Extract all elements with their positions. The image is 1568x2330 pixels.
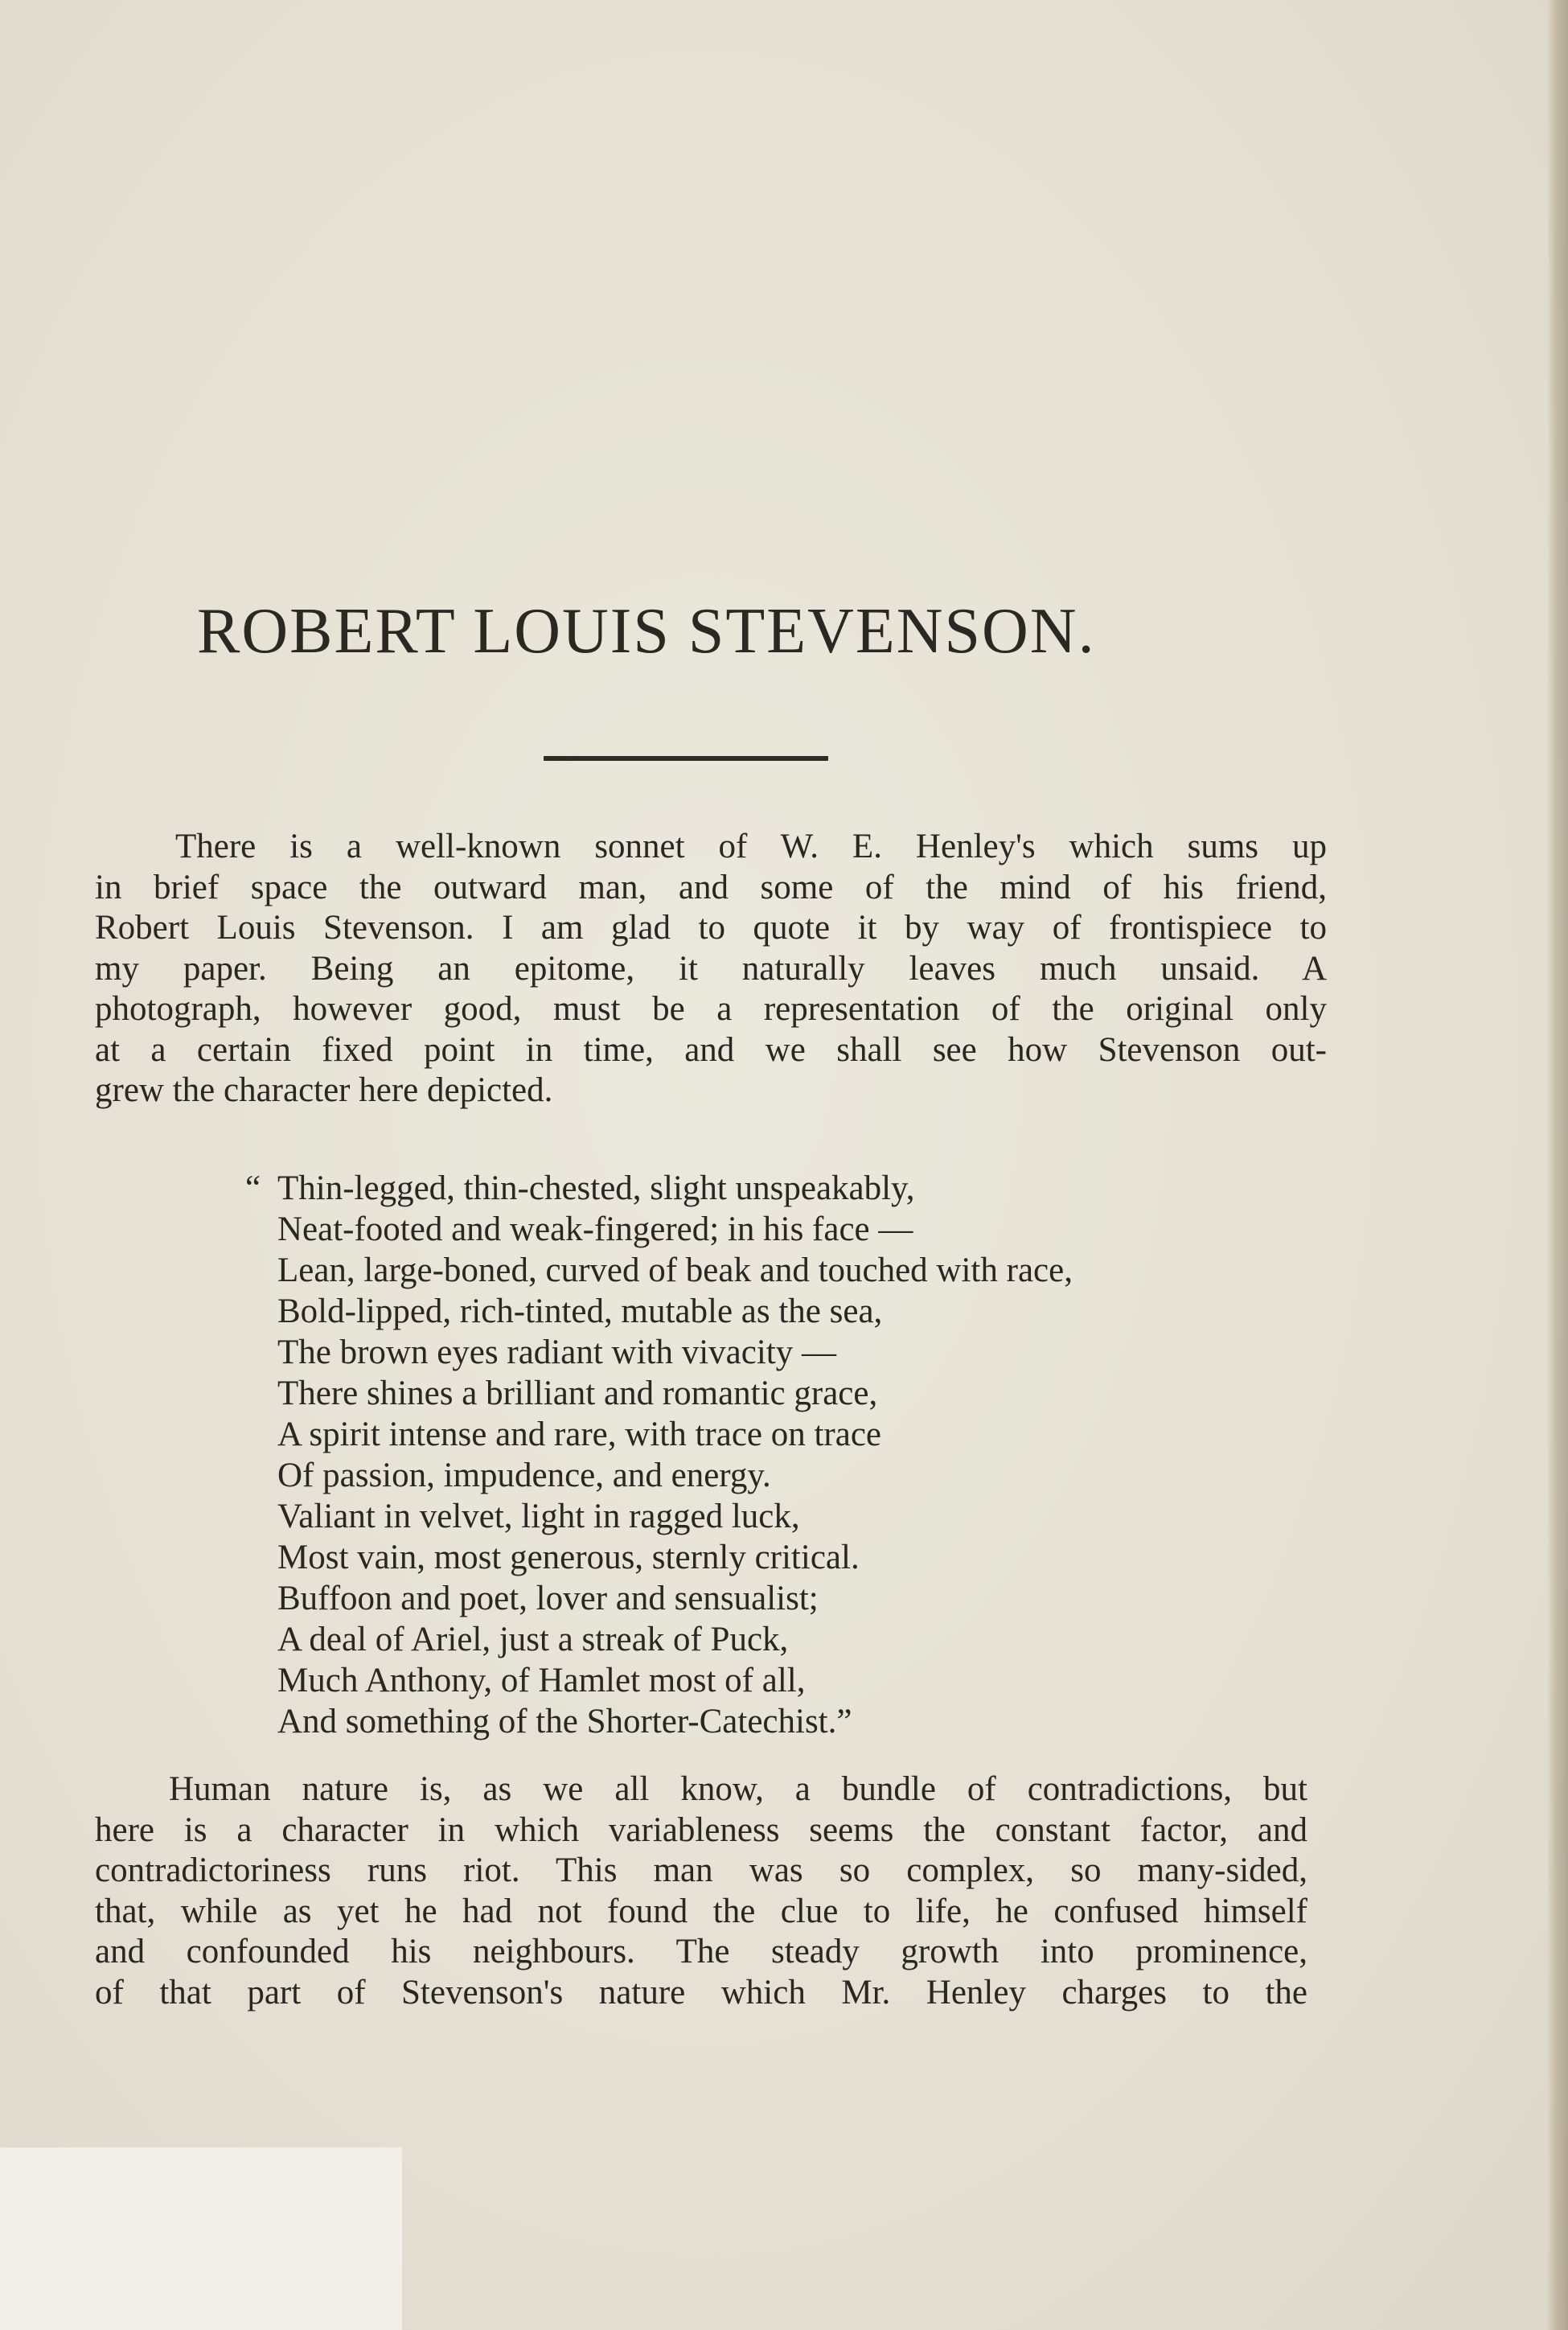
intro-paragraph — [95, 827, 1327, 1112]
text-line: here is a character in which variableness seems the constant factor, and — [95, 1810, 1307, 1849]
text-line: of that part of Stevenson's nature which Mr. Henley charges to the — [95, 1973, 1307, 2012]
poem-line: A deal of Ariel, just a streak of Puck, — [277, 1621, 789, 1658]
text-line: that, while as yet he had not found the clue to life, he confused himself — [95, 1892, 1307, 1930]
text-line: at a certain fixed point in time, and we shall see how Stevenson out- — [95, 1030, 1327, 1069]
poem-line: There shines a brilliant and romantic grace, — [277, 1375, 878, 1412]
poem-line-text: Thin-legged, thin-chested, slight unspeakably, — [277, 1169, 915, 1207]
sonnet-quotation — [245, 1168, 1291, 1742]
poem-line: Bold-lipped, rich-tinted, mutable as the sea, — [277, 1292, 883, 1330]
poem-line — [245, 1168, 1291, 1209]
text-line: in brief space the outward man, and some of the mind of his friend, — [95, 868, 1327, 906]
poem-line: Lean, large-boned, curved of beak and touched with race, — [277, 1251, 1073, 1289]
poem-line: The brown eyes radiant with vivacity — — [277, 1333, 836, 1371]
poem-line: Most vain, most generous, sternly critical. — [277, 1539, 860, 1576]
body-paragraph — [95, 1769, 1307, 2013]
text-line: photograph, however good, must be a representation of the original only — [95, 990, 1327, 1028]
poem-line: Of passion, impudence, and energy. — [277, 1457, 771, 1494]
poem-line: And something of the Shorter-Catechist.” — [277, 1703, 852, 1740]
text-line: Robert Louis Stevenson. I am glad to quote it by way of frontispiece to — [95, 909, 1327, 947]
text-line: contradictoriness runs riot. This man was so complex, so many-sided, — [95, 1851, 1307, 1889]
chapter-title: ROBERT LOUIS STEVENSON. — [197, 596, 1096, 667]
text-line: grew the character here depicted. — [95, 1071, 553, 1109]
text-line: Human nature is, as we all know, a bundle of contradictions, but — [169, 1770, 1307, 1808]
open-quote: “ — [245, 1169, 261, 1207]
text-line: my paper. Being an epitome, it naturally leaves much unsaid. A — [95, 949, 1327, 988]
poem-line: Buffoon and poet, lover and sensualist; — [277, 1580, 819, 1617]
title-rule — [544, 756, 828, 761]
page-edge-shadow — [1547, 0, 1568, 2330]
scan-patch — [0, 2147, 402, 2330]
poem-line: Valiant in velvet, light in ragged luck, — [277, 1498, 800, 1535]
poem-line: A spirit intense and rare, with trace on trace — [277, 1416, 882, 1453]
poem-line: Much Anthony, of Hamlet most of all, — [277, 1662, 806, 1699]
poem-line: Neat-footed and weak-fingered; in his face — — [277, 1210, 913, 1248]
text-line: and confounded his neighbours. The steady growth into prominence, — [95, 1933, 1307, 1970]
text-line: There is a well-known sonnet of W. E. Henley's which sums up — [175, 828, 1327, 865]
